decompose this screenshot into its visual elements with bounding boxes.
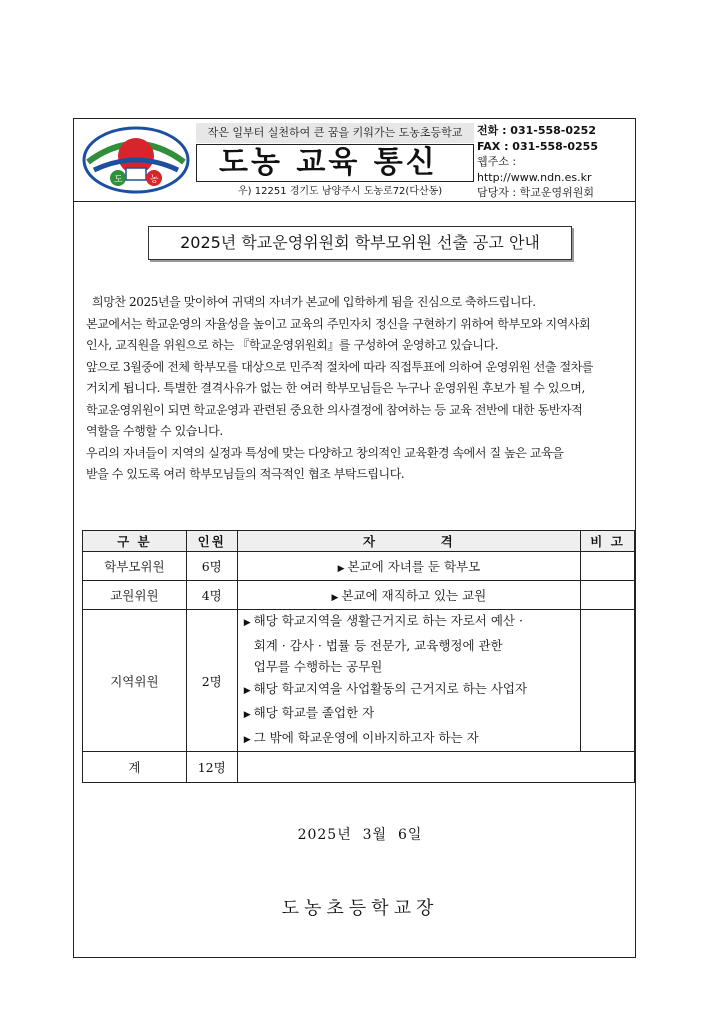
qualification-text: 본교에 재직하고 있는 교원	[341, 588, 487, 603]
body-line: 앞으로 3월중에 전체 학부모를 대상으로 민주적 절차에 따라 직접투표에 의하여 운영위원 선출 절차를	[86, 359, 594, 374]
notice-body	[86, 292, 641, 486]
triangle-bullet-icon: ▶	[331, 593, 339, 603]
fax-number: FAX : 031-558-0255	[477, 139, 598, 153]
notice-date: 2025년 3월 6일	[297, 827, 423, 843]
note-cell	[581, 752, 635, 783]
col-header-type: 구 분	[83, 531, 187, 552]
qualification-text: 그 밖에 학교운영에 이바지하고자 하는 자	[253, 729, 479, 745]
qualification	[237, 581, 580, 610]
table-row	[83, 610, 635, 752]
newsletter-title: 도농 교육 통신	[196, 144, 474, 182]
triangle-bullet-icon: ▶	[243, 685, 251, 696]
qualification-text: 해당 학교지역을 사업활동의 근거지로 하는 사업자	[253, 680, 528, 696]
col-header-count: 인원	[186, 531, 237, 552]
qualification	[237, 552, 580, 581]
body-line: 역할을 수행할 수 있습니다.	[86, 424, 223, 438]
qualification-text: 본교에 자녀를 둔 학부모	[347, 559, 481, 574]
qualification-text: 업무를 수행하는 공무원	[253, 659, 383, 674]
body-line: 받을 수 있도록 여러 학부모님들의 적극적인 협조 부탁드립니다.	[86, 467, 405, 481]
school-logo	[80, 122, 192, 198]
body-line: 인사, 교직원을 위원으로 하는 『학교운영위원회』를 구성하여 운영하고 있습니다.	[86, 338, 499, 352]
table-row	[83, 752, 635, 783]
body-line: 희망찬 2025년을 맞이하여 귀댁의 자녀가 본교에 입학하게 됨을 진심으로 축하드립니다.	[92, 295, 536, 309]
table-row	[83, 581, 635, 610]
note-cell	[581, 552, 635, 581]
note-cell	[581, 610, 635, 752]
notice-title: 2025년 학교운영위원회 학부모위원 선출 공고 안내	[148, 226, 572, 260]
school-address: 우) 12251 경기도 남양주시 도농로72(다산동)	[238, 186, 443, 197]
member-count: 2명	[186, 610, 237, 752]
member-count: 12명	[186, 752, 237, 783]
qualification-text: 해당 학교를 졸업한 자	[253, 705, 375, 720]
member-type: 학부모위원	[83, 552, 187, 581]
website-url[interactable]: http://www.ndn.es.kr	[477, 170, 592, 184]
body-line: 학교운영위원이 되면 학교운영과 관련된 중요한 의사결정에 참여하는 등 교육 전반에 대한 동반자적	[86, 402, 583, 417]
triangle-bullet-icon: ▶	[243, 710, 251, 720]
col-header-qualification: 자 격	[237, 531, 580, 552]
logo-text-right: 농	[150, 175, 159, 185]
qualification-text: 해당 학교지역을 생활근거지로 하는 자로서 예산 ·	[253, 613, 523, 628]
qualification-table	[82, 530, 635, 783]
member-type: 계	[83, 752, 187, 783]
qualification-text: 회계 · 감사 · 법률 등 전문가, 교육행정에 관한	[253, 637, 503, 653]
phone-number: 전화 : 031-558-0252	[477, 124, 596, 137]
qualification	[237, 752, 580, 783]
triangle-bullet-icon: ▶	[337, 564, 345, 574]
contact-info	[477, 123, 635, 201]
body-line: 우리의 자녀들이 지역의 실정과 특성에 맞는 다양하고 창의적인 교육환경 속에서 질 높은 교육을	[86, 445, 564, 460]
member-type: 지역위원	[83, 610, 187, 752]
website-label: 웹주소 :	[477, 155, 517, 168]
logo-text-left: 도	[114, 175, 123, 185]
triangle-bullet-icon: ▶	[243, 618, 251, 628]
member-count: 4명	[186, 581, 237, 610]
table-header-row	[83, 531, 635, 552]
table-row	[83, 552, 635, 581]
member-count: 6명	[186, 552, 237, 581]
triangle-bullet-icon: ▶	[243, 734, 251, 745]
qualification	[237, 610, 580, 752]
col-header-note: 비 고	[581, 531, 635, 552]
manager: 담당자 : 학교운영위원회	[477, 186, 594, 199]
principal-signature: 도농초등학교장	[281, 898, 439, 919]
body-line: 본교에서는 학교운영의 자율성을 높이고 교육의 주민자치 정신을 구현하기 위하여 학부모와 지역사회	[86, 316, 591, 331]
body-line: 거치게 됩니다. 특별한 결격사유가 없는 한 여러 학부모님들은 누구나 운영위원 후보가 될 수 있으며,	[86, 381, 585, 395]
school-slogan: 작은 일부터 실천하여 큰 꿈을 키워가는 도농초등학교	[196, 123, 474, 143]
note-cell	[581, 581, 635, 610]
member-type: 교원위원	[83, 581, 187, 610]
